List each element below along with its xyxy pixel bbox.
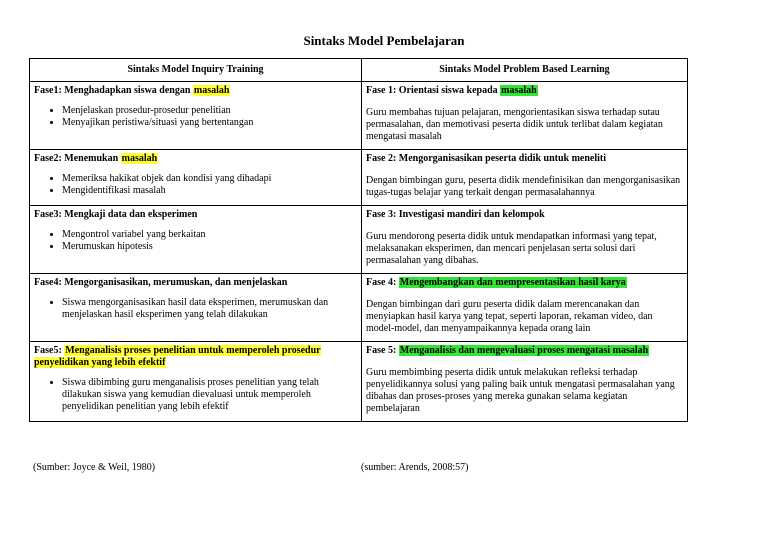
source-right: (sumber: Arends, 2008:57) <box>361 462 469 473</box>
bullet-list <box>34 297 357 321</box>
page-title: Sintaks Model Pembelajaran <box>303 33 465 48</box>
phase-heading <box>34 277 357 289</box>
bullet-list <box>34 105 357 129</box>
header-inquiry-training: Sintaks Model Inquiry Training <box>30 59 362 82</box>
phase-heading-text: Fase1: Menghadapkan siswa dengan <box>34 85 193 96</box>
highlighted-text: masalah <box>121 153 158 164</box>
phase-heading-text: Fase 3: Investigasi mandiri dan kelompok <box>366 209 545 220</box>
table-body <box>30 82 688 422</box>
pbl-phase-cell <box>362 274 688 342</box>
table-row <box>30 342 688 422</box>
phase-heading-text: Fase 2: Mengorganisasikan peserta didik untuk meneliti <box>366 153 607 164</box>
phase-heading-text: Fase 1: Orientasi siswa kepada <box>366 85 501 96</box>
pbl-phase-cell <box>362 206 688 274</box>
phase-heading <box>366 85 683 97</box>
list-item: • Menjelaskan prosedur-prosedur penelitian <box>62 105 357 117</box>
table-row <box>30 206 688 274</box>
phase-description: Dengan bimbingan dari guru peserta didik dalam merencanakan dan menyiapkan hasil karya yang tepat, seperti laporan, rekaman video, dan model-model, dan menyampaikannya kepada orang lain <box>366 299 653 334</box>
bullet-list <box>34 173 357 197</box>
highlighted-text: masalah <box>501 85 537 96</box>
list-item: • Mengontrol variabel yang berkaitan <box>62 229 357 241</box>
inquiry-phase-cell <box>30 274 362 342</box>
list-item: • Memeriksa hakikat objek dan kondisi yang dihadapi <box>62 173 357 185</box>
list-item: • Mengidentifikasi masalah <box>62 185 357 197</box>
phase-heading-text: Fase5: <box>34 345 65 356</box>
phase-description: Dengan bimbingan guru, peserta didik mendefinisikan dan mengorganisasikan tugas-tugas belajar yang terkait dengan permasalahannya <box>366 175 681 198</box>
phase-heading <box>34 85 357 97</box>
source-left: (Sumber: Joyce & Weil, 1980) <box>33 462 156 473</box>
phase-heading-text: Fase4: Mengorganisasikan, merumuskan, dan menjelaskan <box>34 277 288 288</box>
pbl-phase-cell <box>362 150 688 206</box>
highlighted-text: Menganalisis dan mengevaluasi proses mengatasi masalah <box>399 345 649 356</box>
list-item: • Menyajikan peristiwa/situasi yang bertentangan <box>62 117 357 129</box>
inquiry-phase-cell <box>30 206 362 274</box>
inquiry-phase-cell <box>30 342 362 422</box>
table-row <box>30 150 688 206</box>
phase-description: Guru membimbing peserta didik untuk melakukan refleksi terhadap penyelidikannya solusi yang paling baik untuk mengatasi permasalahan yang dibahas dan proses-proses yang mereka gunakan selama kegiatan pembelajaran <box>366 367 675 414</box>
highlighted-text: Menganalisis proses penelitian untuk memperoleh prosedur penyelidikan yang lebih efektif <box>34 345 321 368</box>
phase-heading <box>366 277 683 289</box>
phase-heading <box>34 209 357 221</box>
list-item: • Siswa dibimbing guru menganalisis proses penelitian yang telah dilakukan siswa yang kemudian dievaluasi untuk memperoleh penyelidikan penelitian yang lebih efektif <box>62 377 357 413</box>
table-row <box>30 82 688 150</box>
bullet-list <box>34 377 357 413</box>
phase-heading <box>34 153 357 165</box>
bullet-list <box>34 229 357 253</box>
highlighted-text: Mengembangkan dan mempresentasikan hasil karya <box>399 277 626 288</box>
header-problem-based-learning: Sintaks Model Problem Based Learning <box>362 59 688 82</box>
inquiry-phase-cell <box>30 82 362 150</box>
phase-heading <box>366 209 683 221</box>
list-item: • Merumuskan hipotesis <box>62 241 357 253</box>
table-row <box>30 274 688 342</box>
phase-heading <box>34 345 357 369</box>
phase-heading-text: Fase 4: <box>366 277 399 288</box>
phase-description: Guru mendorong peserta didik untuk mendapatkan informasi yang tepat, melaksanakan eksperimen, dan mencari penjelasan serta solusi dari permasalahan yang dibahas. <box>366 231 657 266</box>
phase-heading <box>366 153 683 165</box>
phase-heading <box>366 345 683 357</box>
phase-description: Guru membahas tujuan pelajaran, mengorientasikan siswa terhadap sutau permasalahan, dan memotivasi peserta didik untuk terlibat dalam kegiatan mengatasi masalah <box>366 107 663 142</box>
pbl-phase-cell <box>362 82 688 150</box>
sintaks-table <box>29 58 688 422</box>
highlighted-text: masalah <box>193 85 230 96</box>
phase-heading-text: Fase3: Mengkaji data dan eksperimen <box>34 209 198 220</box>
pbl-phase-cell <box>362 342 688 422</box>
table-header-row <box>30 59 688 82</box>
phase-heading-text: Fase2: Menemukan <box>34 153 121 164</box>
list-item: • Siswa mengorganisasikan hasil data eksperimen, merumuskan dan menjelaskan hasil eksperimen yang telah dilakukan <box>62 297 357 321</box>
inquiry-phase-cell <box>30 150 362 206</box>
phase-heading-text: Fase 5: <box>366 345 399 356</box>
